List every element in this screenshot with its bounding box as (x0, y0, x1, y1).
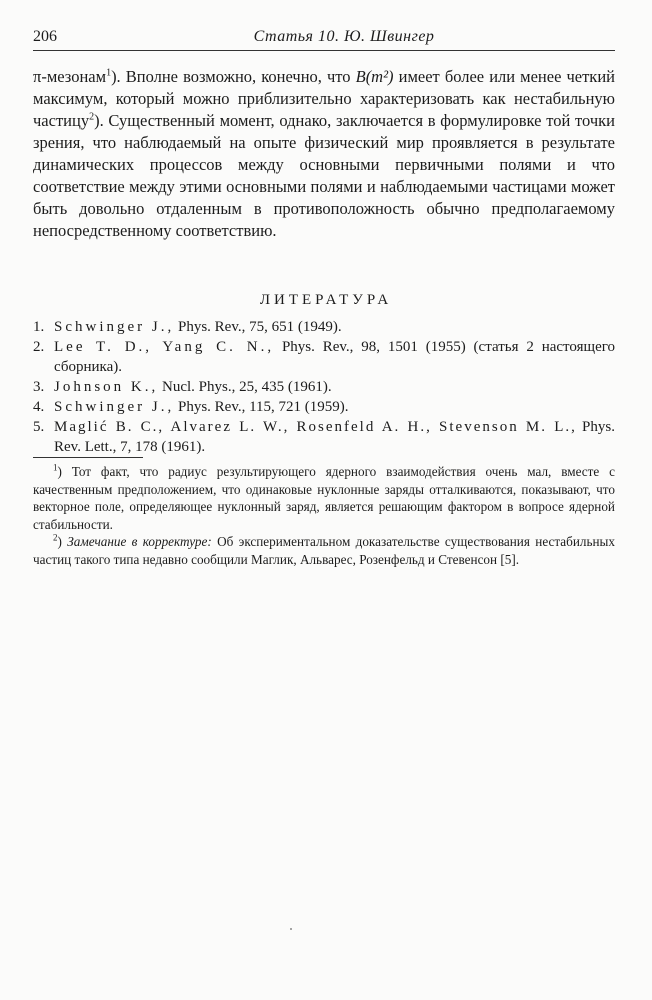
reference-authors: Schwinger J., (54, 319, 175, 335)
page-number: 206 (33, 28, 57, 45)
reference-source: Phys. Rev. Lett., 7, 178 (1961). (54, 419, 615, 455)
reference-number: 3. (33, 379, 45, 395)
reference-authors: Schwinger J., (54, 399, 175, 415)
footnote-rule (33, 457, 143, 458)
formula: B(m²) (355, 67, 394, 86)
reference-authors: Maglić B. C., Alvarez L. W., Rosenfeld A. H., Stevenson M. L., (54, 419, 577, 435)
footnote-label: Замечание в корректуре: (67, 534, 212, 549)
body-text-end: ). Существенный момент, однако, заключается в формулировке той точки зрения, что наблюдаемый на опыте физический мир проявляется в результате динамических процессов между основными первичными полями и что соответствие между этими основными полями и наблюдаемыми частицами может быть довольно отдаленным в противоположность обычно предполагаемому непосредственному соответствию. (33, 111, 615, 240)
reference-item (33, 377, 615, 397)
footnote-ref-1[interactable]: 1 (106, 67, 112, 79)
footnote-1 (33, 463, 615, 533)
references-heading: ЛИТЕРАТУРА (259, 292, 393, 308)
body-text-part: имеет более или менее четкий максимум, который можно приблизительно характеризовать как нестабильную частицу (33, 67, 615, 130)
reference-source: Phys. Rev., 115, 721 (1959). (174, 399, 349, 415)
header-rule (33, 50, 615, 51)
footnote-mark-2: 2 (53, 532, 58, 543)
reference-item (33, 397, 615, 417)
footnote-mark-1: 1 (53, 462, 58, 473)
footnote-text: ) (57, 534, 62, 549)
reference-number: 5. (33, 419, 45, 435)
running-head (33, 26, 615, 48)
running-title: Статья 10. Ю. Швингер (253, 28, 435, 45)
reference-list (33, 317, 615, 457)
footnote-2 (33, 533, 615, 568)
body-text-start: π-мезонам (33, 67, 107, 86)
footnotes (33, 463, 615, 568)
print-speck (290, 928, 292, 930)
reference-number: 1. (33, 319, 45, 335)
reference-item (33, 317, 615, 337)
footnote-text: Об экспериментальном доказательстве существования нестабильных частиц такого типа недавно сообщили Маглик, Альварес, Розенфельд и Стевенсон [5]. (33, 534, 616, 567)
reference-item (33, 417, 615, 457)
reference-item (33, 337, 615, 377)
footnote-ref-2[interactable]: 2 (89, 111, 95, 123)
body-text-part: ). Вполне возможно, конечно, что (111, 67, 356, 86)
reference-source: Nucl. Phys., 25, 435 (1961). (158, 379, 332, 395)
reference-source: Phys. Rev., 75, 651 (1949). (174, 319, 342, 335)
body-paragraph (33, 66, 615, 242)
reference-authors: Johnson K., (54, 379, 159, 395)
reference-authors: Lee T. D., Yang C. N., (54, 339, 275, 355)
reference-number: 4. (33, 399, 45, 415)
reference-number: 2. (33, 339, 45, 355)
footnote-text: ) Тот факт, что радиус результирующего ядерного взаимодействия очень мал, вместе с качественным предположением, что одинаковые нуклонные заряды отталкиваются, показывают, что векторное поле, определяющее нуклонный заряд, является решающим фактором в вопросе ядерной стабильности. (33, 464, 615, 532)
reference-source: Phys. Rev., 98, 1501 (1955) (статья 2 настоящего сборника). (54, 339, 616, 375)
